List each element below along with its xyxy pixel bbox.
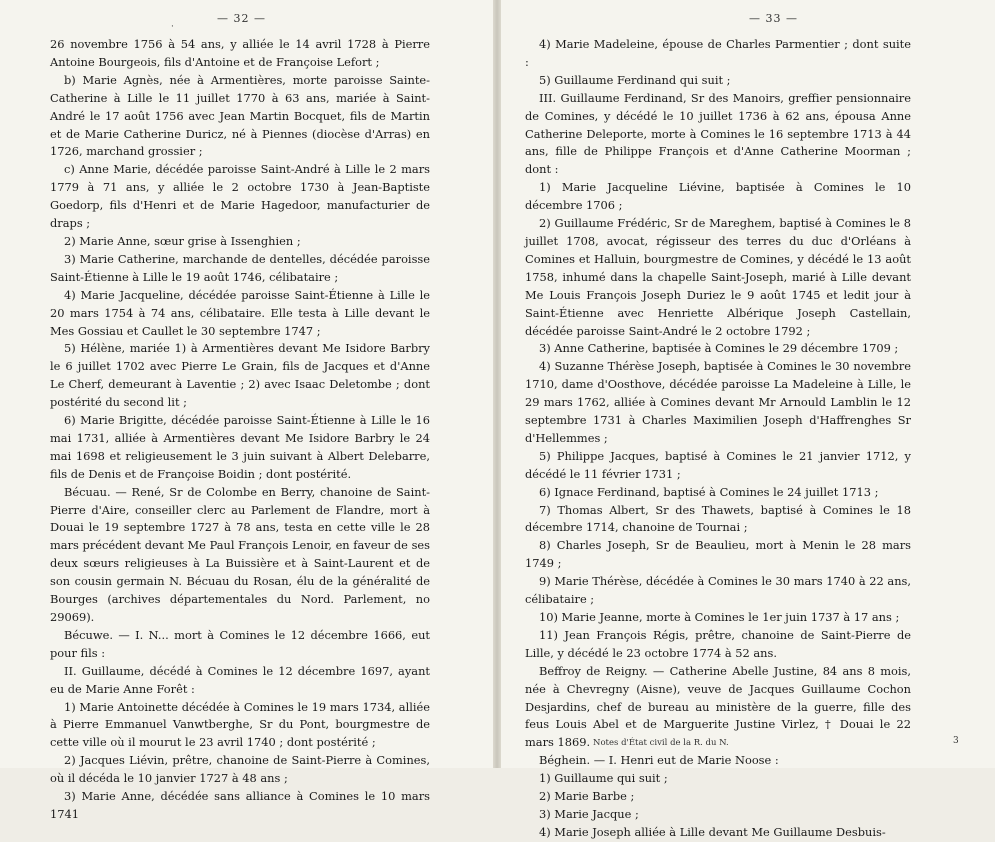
paragraph: 3) Anne Catherine, baptisée à Comines le 29 décembre 1709 ; xyxy=(539,341,899,356)
ink-mark: · xyxy=(171,22,174,32)
paragraph: 2) Guillaume Frédéric, Sr de Mareghem, baptisé à Comines le 8 juillet 1708, avocat, régisseur des terres du duc d'Orléans à Comines et Halluin, bourgmestre de Comines, y décédé le 13 août 1758, inhumé dans la chapelle Saint-Joseph, marié à Lille devant Me Louis François Joseph Duriez le 9 août 1745 et ledit jour à Saint-Étienne avec Henriette Albérique Joseph Castellain, décédée paroisse Saint-André le 2 octobre 1792 ; xyxy=(525,216,911,338)
paragraph: 1) Marie Antoinette décédée à Comines le 19 mars 1734, alliée à Pierre Emmanuel Vanwtberghe, Sr du Pont, bourgmestre de cette ville où il mourut le 23 avril 1740 ; dont postérité ; xyxy=(50,699,430,750)
paragraph: 2) Marie Barbe ; xyxy=(539,789,635,804)
paragraph: 1) Guillaume qui suit ; xyxy=(539,771,668,786)
paragraph: III. Guillaume Ferdinand, Sr des Manoirs, greffier pensionnaire de Comines, y décédé le 10 juillet 1736 à 62 ans, épousa Anne Catherine Deleporte, morte à Comines le 16 septembre 1713 à 44 ans, fille de Philippe François et d'Anne Catherine Moorman ; dont : xyxy=(525,90,911,177)
paragraph: 6) Ignace Ferdinand, baptisé à Comines le 24 juillet 1713 ; xyxy=(539,484,879,499)
paragraph: 8) Charles Joseph, Sr de Beaulieu, mort à Menin le 28 mars 1749 ; xyxy=(525,538,911,571)
entry-becuau: Bécuau. — René, Sr de Colombe en Berry, chanoine de Saint-Pierre d'Aire, conseiller clerc au Parlement de Flandre, mort à Douai le 19 septembre 1727 à 78 ans, testa en cette ville le 28 mars précédent devant Me Paul François Lenoir, en faveur de ses deux sœurs religieuses à La Buissière et à Saint-Laurent et de son cousin germain N. Bécuau du Rosan, élu de la généralité de Bourges (archives départementales du Nord. Parlement, no 29069). xyxy=(50,484,430,624)
paragraph: b) Marie Agnès, née à Armentières, morte paroisse Sainte-Catherine à Lille le 11 juillet 1770 à 63 ans, mariée à Saint-André le 17 août 1756 avec Jean Martin Bocquet, fils de Martin et de Marie Catherine Duricz, né à Piennes (diocèse d'Arras) en 1726, marchand grossier ; xyxy=(50,72,430,159)
right-page xyxy=(497,0,995,839)
footer-note: Notes d'État civil de la R. du N. xyxy=(593,738,729,748)
left-text-column xyxy=(50,36,430,824)
paragraph: II. Guillaume, décédé à Comines le 12 décembre 1697, ayant eu de Marie Anne Forêt : xyxy=(50,663,430,696)
paragraph: 4) Marie Jacqueline, décédée paroisse Saint-Étienne à Lille le 20 mars 1754 à 74 ans, célibataire. Elle testa à Lille devant le Mes Gossiau et Caullet le 30 septembre 1747 ; xyxy=(50,287,430,338)
right-text-column xyxy=(525,36,911,842)
page-number-right: — 33 — xyxy=(749,12,798,25)
entry-beghein: Béghein. — I. Henri eut de Marie Noose : xyxy=(539,753,779,768)
paragraph: 4) Suzanne Thérèse Joseph, baptisée à Comines le 30 novembre 1710, dame d'Oosthove, décédée paroisse La Madeleine à Lille, le 29 mars 1762, alliée à Comines devant Mr Arnould Lamblin le 12 septembre 1731 à Charles Maximilien Joseph d'Haffrenghes Sr d'Hellemmes ; xyxy=(525,359,911,445)
paragraph: 2) Jacques Liévin, prêtre, chanoine de Saint-Pierre à Comines, où il décéda le 10 janvier 1727 à 48 ans ; xyxy=(50,753,430,786)
paragraph: 7) Thomas Albert, Sr des Thawets, baptisé à Comines le 18 décembre 1714, chanoine de Tournai ; xyxy=(525,502,911,535)
paragraph: 3) Marie Anne, décédée sans alliance à Comines le 10 mars 1741 xyxy=(50,789,430,821)
paragraph: 5) Philippe Jacques, baptisé à Comines le 21 janvier 1712, y décédé le 11 février 1731 ; xyxy=(525,448,911,481)
paragraph: 5) Guillaume Ferdinand qui suit ; xyxy=(539,72,731,87)
paragraph: 9) Marie Thérèse, décédée à Comines le 30 mars 1740 à 22 ans, célibataire ; xyxy=(525,574,911,607)
paragraph: 3) Marie Jacque ; xyxy=(539,806,639,821)
paragraph: 1) Marie Jacqueline Liévine, baptisée à Comines le 10 décembre 1706 ; xyxy=(525,180,911,213)
entry-beffroy-de-reigny: Beffroy de Reigny. — Catherine Abelle Justine, 84 ans 8 mois, née à Chevregny (Aisne), veuve de Jacques Guillaume Cochon Desjardins, chef de bureau au ministère de la guerre, fille des feus Louis Abel et de Marguerite Justine Virlez, † Douai le 22 mars 1869. xyxy=(525,663,911,750)
book-gutter xyxy=(493,0,501,768)
page-number-left: — 32 — xyxy=(217,12,266,25)
paragraph: 5) Hélène, mariée 1) à Armentières devant Me Isidore Barbry le 6 juillet 1702 avec Pierre Le Grain, fils de Jacques et d'Anne Le Cherf, demeurant à Laventie ; 2) avec Isaac Deletombe ; dont postérité du second lit ; xyxy=(50,341,430,410)
footer-page-number: 3 xyxy=(953,736,959,746)
paragraph: c) Anne Marie, décédée paroisse Saint-André à Lille le 2 mars 1779 à 71 ans, y alliée le 2 octobre 1730 à Jean-Baptiste Goedorp, fils d'Henri et de Marie Hagedoor, manufacturier de draps ; xyxy=(50,162,430,231)
paragraph: 2) Marie Anne, sœur grise à Issenghien ; xyxy=(64,233,301,248)
paragraph: 10) Marie Jeanne, morte à Comines le 1er juin 1737 à 17 ans ; xyxy=(539,610,900,624)
left-page xyxy=(0,0,497,821)
entry-becuwe: Bécuwe. — I. N... mort à Comines le 12 décembre 1666, eut pour fils : xyxy=(50,627,430,660)
paragraph: 26 novembre 1756 à 54 ans, y alliée le 14 avril 1728 à Pierre Antoine Bourgeois, fils d'Antoine et de Françoise Lefort ; xyxy=(50,37,430,69)
paragraph: 11) Jean François Régis, prêtre, chanoine de Saint-Pierre de Lille, y décédé le 23 octobre 1774 à 52 ans. xyxy=(525,627,911,660)
paragraph: 6) Marie Brigitte, décédée paroisse Saint-Étienne à Lille le 16 mai 1731, alliée à Armentières devant Me Isidore Barbry le 24 mai 1698 et religieusement le 3 juin suivant à Albert Delebarre, fils de Denis et de Françoise Boidin ; dont postérité. xyxy=(50,413,430,481)
paragraph: 3) Marie Catherine, marchande de dentelles, décédée paroisse Saint-Étienne à Lille le 19 août 1746, célibataire ; xyxy=(50,251,430,284)
paragraph: 4) Marie Joseph alliée à Lille devant Me Guillaume Desbuis- xyxy=(539,824,886,839)
paragraph: 4) Marie Madeleine, épouse de Charles Parmentier ; dont suite : xyxy=(525,37,911,69)
